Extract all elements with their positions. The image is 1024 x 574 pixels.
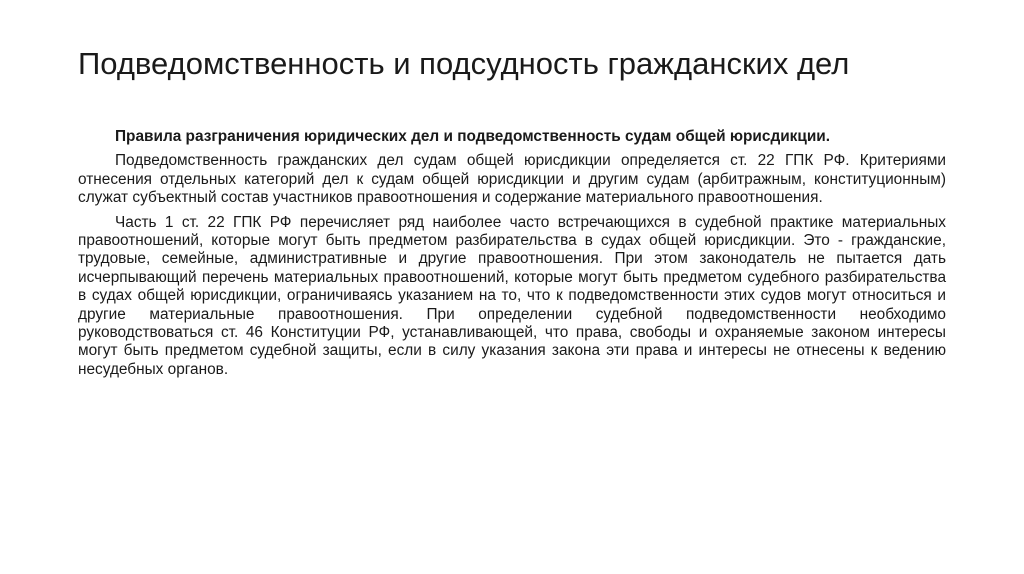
body-paragraph-jurisdiction-definition: Подведомственность гражданских дел судам общей юрисдикции определяется ст. 22 ГПК РФ. Критериями отнесения отдельных категорий дел к судам общей юрисдикции и другим судам (арбитражным, конституционным) служат субъектный состав участников правоотношения и содержание материального правоотношения. [78,152,946,207]
body-paragraph-article-22: Часть 1 ст. 22 ГПК РФ перечисляет ряд наиболее часто встречающихся в судебной практике материальных правоотношений, которые могут быть предметом разбирательства в судах общей юрисдикции. Это - гражданские, трудовые, семейные, административные и другие правоотношения. При этом законодатель не пытается дать исчерпывающий перечень материальных правоотношений, которые могут быть предметом судебного разбирательства в судах общей юрисдикции, ограничиваясь указанием на то, что к подведомственности этих судов могут относиться и другие материальные правоотношения. При определении судебной подведомственности необходимо руководствоваться ст. 46 Конституции РФ, устанавливающей, что права, свободы и охраняемые законом интересы могут быть предметом судебной защиты, если в силу указания закона эти права и интересы не отнесены к ведению несудебных органов. [78,213,946,378]
subheading-paragraph: Правила разграничения юридических дел и подведомственность судам общей юрисдикции. [115,128,831,145]
slide-title: Подведомственность и подсудность гражданских дел [78,46,850,81]
slide-body [78,128,946,385]
